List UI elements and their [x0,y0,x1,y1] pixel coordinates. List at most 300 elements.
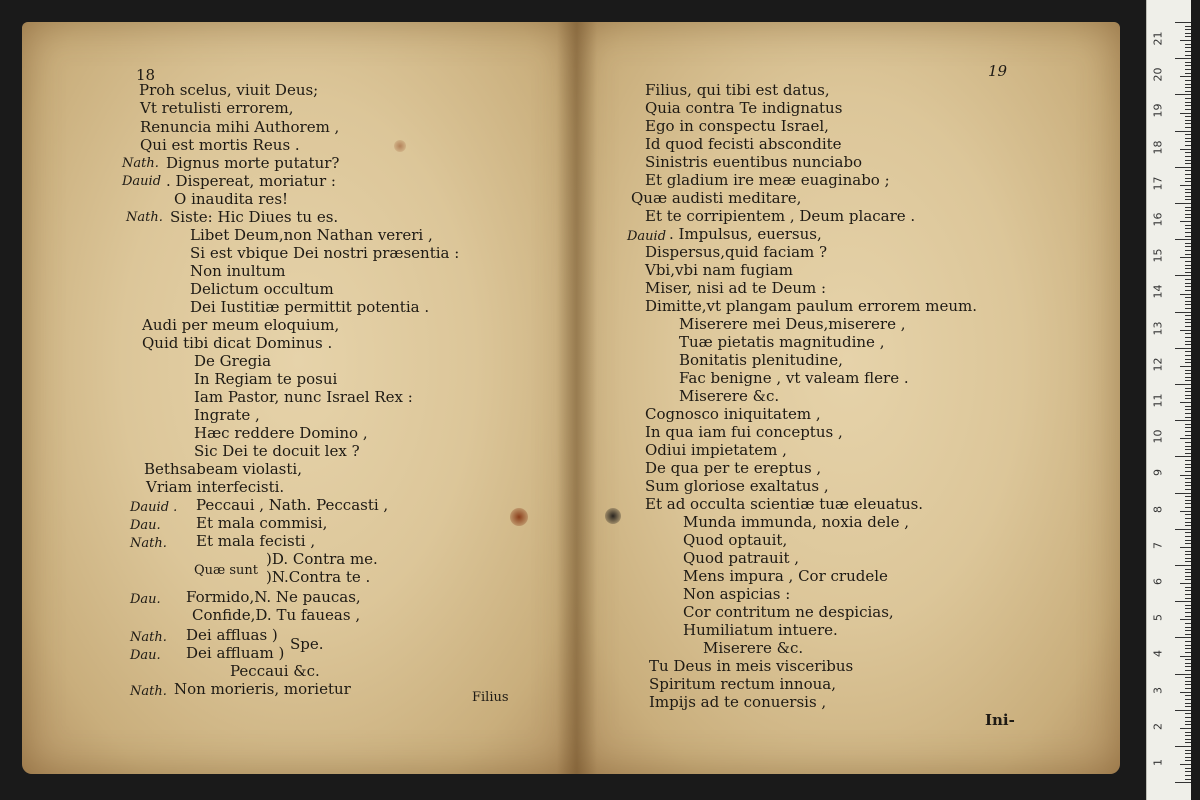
ruler-tick [1185,333,1191,334]
ruler-tick [1185,297,1191,298]
ruler-tick [1185,87,1191,88]
ruler-tick [1185,254,1191,255]
ruler-tick [1185,156,1191,157]
ruler-tick [1175,420,1191,421]
ruler-tick [1185,518,1191,519]
ruler-tick [1180,402,1191,403]
text-line: De Gregia [194,352,272,370]
ruler-tick [1185,268,1191,269]
ruler-number: 19 [1151,103,1165,118]
speaker-label: Nath. [122,156,159,171]
ruler-tick [1185,232,1191,233]
ruler-tick [1185,261,1191,262]
ruler-number: 16 [1151,212,1165,227]
ruler-tick [1180,366,1191,367]
ruler-tick [1185,489,1191,490]
speaker-label: Nath. [130,684,167,699]
speaker-label: Dau. [130,592,161,607]
ruler-tick [1185,207,1191,208]
ruler-tick [1185,102,1191,103]
ruler-number: 4 [1151,650,1165,658]
measuring-ruler [1146,0,1191,800]
ruler-tick [1185,355,1191,356]
ruler-tick [1185,431,1191,432]
ruler-tick [1185,666,1191,667]
text-line: Sic Dei te docuit lex ? [194,442,360,460]
ruler-tick [1185,536,1191,537]
ruler-number: 3 [1151,686,1165,694]
ruler-tick [1175,131,1191,132]
ruler-tick [1185,319,1191,320]
ruler-tick [1185,594,1191,595]
ruler-tick [1185,753,1191,754]
text-line: . Impulsus, euersus, [669,225,822,243]
ruler-tick [1180,76,1191,77]
ruler-tick [1175,565,1191,566]
ruler-tick [1185,141,1191,142]
ruler-tick [1180,438,1191,439]
ruler-tick [1185,703,1191,704]
ruler-tick [1175,782,1191,783]
ruler-tick [1185,496,1191,497]
text-line: De qua per te ereptus , [645,459,822,477]
ruler-tick [1185,123,1191,124]
ruler-tick [1175,312,1191,313]
text-line: Dei affluas ) [186,626,278,644]
ruler-tick [1185,163,1191,164]
ruler-tick [1175,203,1191,204]
ruler-tick [1185,779,1191,780]
ruler-tick [1185,377,1191,378]
ruler-tick [1185,579,1191,580]
speaker-label: Dauid [627,229,667,244]
ruler-tick [1175,637,1191,638]
text-line: Miserere mei Deus,miserere , [679,315,906,333]
ruler-tick [1185,272,1191,273]
ruler-tick [1185,724,1191,725]
ruler-tick [1185,706,1191,707]
ruler-tick [1175,94,1191,95]
ruler-tick [1185,569,1191,570]
ruler-tick [1185,283,1191,284]
ruler-tick [1185,413,1191,414]
ruler-tick [1180,547,1191,548]
text-line: Spiritum rectum innoua, [649,675,836,693]
ruler-tick [1185,326,1191,327]
ruler-tick [1180,583,1191,584]
text-line: Tu Deus in meis visceribus [649,657,854,675]
ruler-tick [1185,217,1191,218]
ruler-number: 15 [1151,248,1165,263]
ruler-tick [1185,532,1191,533]
ruler-tick [1180,185,1191,186]
text-line: Impijs ad te conuersis , [649,693,827,711]
ruler-tick [1185,453,1191,454]
ruler-tick [1185,98,1191,99]
text-line: Vriam interfecisti. [146,478,285,496]
ruler-tick [1185,409,1191,410]
text-line: Dei Iustitiæ permittit potentia . [190,298,430,316]
text-line: Vt retulisti errorem, [140,99,294,117]
text-line: Id quod fecisti abscondite [645,135,842,153]
ruler-number: 1 [1151,759,1165,766]
ruler-tick [1185,732,1191,733]
catchword: Ini- [985,711,1015,729]
ruler-number: 17 [1151,176,1165,191]
ruler-tick [1185,290,1191,291]
stain [394,140,406,152]
text-line: Humiliatum intuere. [683,621,838,639]
text-line: Bonitatis plenitudine, [679,351,843,369]
ruler-tick [1185,138,1191,139]
speaker-label: Dauid [122,174,162,189]
ruler-tick [1185,246,1191,247]
ruler-tick [1185,435,1191,436]
text-line: In Regiam te posui [194,370,338,388]
text-line: Qui est mortis Reus . [140,136,300,154]
ruler-tick [1175,746,1191,747]
ruler-tick [1185,652,1191,653]
ruler-tick [1180,692,1191,693]
ruler-tick [1185,554,1191,555]
ruler-tick [1185,695,1191,696]
ruler-tick [1185,427,1191,428]
open-book [22,22,1120,774]
ruler-tick [1185,84,1191,85]
ruler-tick [1180,221,1191,222]
ruler-tick [1185,598,1191,599]
ruler-tick [1185,308,1191,309]
text-line: Ingrate , [194,406,260,424]
text-line: Cognosco iniquitatem , [645,405,821,423]
text-line: Iam Pastor, nunc Israel Rex : [194,388,413,406]
text-line: Et gladium ire meæ euaginabo ; [645,171,890,189]
ruler-number: 9 [1151,469,1165,477]
ruler-tick [1185,47,1191,48]
ruler-tick [1185,196,1191,197]
text-line: Miserere &c. [679,387,780,405]
ruler-tick [1185,659,1191,660]
text-line: Miserere &c. [703,639,804,657]
ruler-tick [1185,623,1191,624]
ruler-tick [1175,348,1191,349]
ruler-tick [1185,373,1191,374]
ruler-tick [1185,616,1191,617]
ruler-tick [1185,36,1191,37]
text-line: Et ad occulta scientiæ tuæ eleuatus. [645,495,924,513]
ruler-tick [1185,627,1191,628]
text-line: Quæ sunt [194,563,259,578]
ruler-tick [1185,120,1191,121]
ruler-tick [1185,279,1191,280]
page-number: 18 [136,66,156,84]
ruler-tick [1185,503,1191,504]
text-line: )D. Contra me. [266,550,378,568]
speaker-label: Dau. [130,648,161,663]
text-line: Mens impura , Cor crudele [683,567,888,585]
ruler-tick [1185,482,1191,483]
ruler-tick [1185,684,1191,685]
text-line: Si est vbique Dei nostri præsentia : [190,244,460,262]
ruler-tick [1185,677,1191,678]
ruler-tick [1185,449,1191,450]
text-line: Peccaui &c. [230,662,320,680]
ruler-tick [1185,210,1191,211]
text-line: . Dispereat, moriatur : [166,172,336,190]
ruler-tick [1180,764,1191,765]
ruler-tick [1180,728,1191,729]
ruler-tick [1185,670,1191,671]
ruler-tick [1185,301,1191,302]
text-line: Munda immunda, noxia dele , [683,513,909,531]
ruler-tick [1185,699,1191,700]
ruler-tick [1185,398,1191,399]
text-line: In qua iam fui conceptus , [645,423,843,441]
text-line: )N.Contra te . [266,568,371,586]
ruler-number: 2 [1151,722,1165,730]
text-line: Tuæ pietatis magnitudine , [679,333,885,351]
ruler-tick [1185,713,1191,714]
ruler-tick [1185,322,1191,323]
text-line: Spe. [290,635,324,653]
text-line: Et te corripientem , Deum placare . [645,207,916,225]
ruler-tick [1185,250,1191,251]
ruler-tick [1185,315,1191,316]
text-line: Libet Deum,non Nathan vereri , [190,226,433,244]
stain [605,508,621,524]
ruler-tick [1185,605,1191,606]
ruler-tick [1185,243,1191,244]
ruler-tick [1175,529,1191,530]
ruler-tick [1185,663,1191,664]
ruler-tick [1185,525,1191,526]
page-number: 19 [988,62,1008,80]
text-line: Hæc reddere Domino , [194,424,368,442]
ruler-tick [1185,467,1191,468]
ruler-tick [1185,514,1191,515]
ruler-tick [1185,192,1191,193]
ruler-tick [1185,189,1191,190]
text-line: Odiui impietatem , [645,441,787,459]
ruler-tick [1185,26,1191,27]
ruler-tick [1185,134,1191,135]
ruler-tick [1185,500,1191,501]
ruler-tick [1185,424,1191,425]
text-line: Ego in conspectu Israel, [645,117,829,135]
ruler-tick [1185,417,1191,418]
ruler-tick [1180,511,1191,512]
ruler-tick [1180,656,1191,657]
ruler-tick [1185,561,1191,562]
ruler-number: 11 [1151,393,1165,408]
ruler-tick [1185,768,1191,769]
ruler-tick [1185,228,1191,229]
text-line: Sum gloriose exaltatus , [645,477,829,495]
ruler-tick [1185,775,1191,776]
ruler-tick [1180,294,1191,295]
text-line: Non inultum [190,262,286,280]
ruler-tick [1185,576,1191,577]
ruler-tick [1185,590,1191,591]
ruler-tick [1185,551,1191,552]
ruler-tick [1180,40,1191,41]
ruler-tick [1185,380,1191,381]
ruler-tick [1185,62,1191,63]
ruler-tick [1185,460,1191,461]
ruler-tick [1185,127,1191,128]
ruler-tick [1175,384,1191,385]
left-page [22,22,575,774]
text-line: Dei affluam ) [186,644,285,662]
ruler-tick [1185,160,1191,161]
text-line: Quæ audisti meditare, [631,189,802,207]
text-line: Confide,D. Tu faueas , [192,606,361,624]
ruler-tick [1185,391,1191,392]
ruler-number: 13 [1151,321,1165,336]
ruler-number: 18 [1151,140,1165,155]
text-line: Quod patrauit , [683,549,800,567]
ruler-number: 20 [1151,67,1165,82]
ruler-tick [1185,587,1191,588]
text-line: Sinistris euentibus nunciabo [645,153,863,171]
ruler-tick [1185,540,1191,541]
ruler-tick [1185,341,1191,342]
ruler-tick [1180,257,1191,258]
text-line: Dimitte,vt plangam paulum errorem meum. [645,297,978,315]
ruler-tick [1185,29,1191,30]
ruler-tick [1185,109,1191,110]
ruler-tick [1175,22,1191,23]
speaker-label: Nath. [130,630,167,645]
ruler-tick [1175,493,1191,494]
ruler-tick [1185,170,1191,171]
text-line: Fac benigne , vt valeam flere . [679,369,909,387]
ruler-tick [1185,55,1191,56]
ruler-number: 12 [1151,357,1165,372]
ruler-number: 10 [1151,429,1165,444]
ruler-tick [1185,152,1191,153]
ruler-number: 7 [1151,541,1165,549]
catchword: Filius [472,690,509,705]
ruler-tick [1175,58,1191,59]
ruler-tick [1185,543,1191,544]
text-line: Peccaui , Nath. Peccasti , [196,496,389,514]
ruler-tick [1185,717,1191,718]
text-line: Delictum occultum [190,280,334,298]
text-line: Quod optauit, [683,531,788,549]
text-line: Dispersus,quid faciam ? [645,243,828,261]
text-line: Renuncia mihi Authorem , [140,118,340,136]
ruler-tick [1180,113,1191,114]
ruler-tick [1185,634,1191,635]
ruler-tick [1185,641,1191,642]
text-line: Siste: Hic Diues tu es. [170,208,339,226]
ruler-tick [1185,608,1191,609]
ruler-tick [1185,359,1191,360]
ruler-tick [1185,739,1191,740]
ruler-tick [1185,178,1191,179]
speaker-label: Nath. [130,536,167,551]
ruler-number: 8 [1151,505,1165,513]
ruler-tick [1185,471,1191,472]
ruler-tick [1185,33,1191,34]
ruler-tick [1185,236,1191,237]
ruler-tick [1185,446,1191,447]
ruler-tick [1185,44,1191,45]
text-line: Audi per meum eloquium, [142,316,340,334]
text-line: Et mala commisi, [196,514,328,532]
text-line: Filius, qui tibi est datus, [645,81,830,99]
ruler-tick [1185,742,1191,743]
ruler-number: 21 [1151,31,1165,46]
ruler-tick [1185,225,1191,226]
text-line: Dignus morte putatur? [166,154,340,172]
speaker-label: Nath. [126,210,163,225]
speaker-label: Dauid . [130,500,178,515]
ruler-tick [1185,286,1191,287]
text-line: Quia contra Te indignatus [645,99,843,117]
stain [510,508,528,526]
ruler-tick [1175,275,1191,276]
ruler-tick [1185,771,1191,772]
ruler-tick [1185,69,1191,70]
ruler-tick [1185,370,1191,371]
ruler-tick [1175,674,1191,675]
ruler-tick [1185,522,1191,523]
ruler-tick [1185,105,1191,106]
text-line: Miser, nisi ad te Deum : [645,279,827,297]
ruler-tick [1185,757,1191,758]
ruler-tick [1185,265,1191,266]
speaker-label: Dau. [130,518,161,533]
ruler-tick [1185,681,1191,682]
ruler-tick [1185,760,1191,761]
ruler-number: 5 [1151,614,1165,622]
text-line: Cor contritum ne despicias, [683,603,894,621]
ruler-tick [1175,456,1191,457]
ruler-tick [1185,362,1191,363]
text-line: Et mala fecisti , [196,532,316,550]
text-line: Formido,N. Ne paucas, [186,588,361,606]
ruler-tick [1185,395,1191,396]
ruler-tick [1185,116,1191,117]
ruler-tick [1185,735,1191,736]
ruler-tick [1185,199,1191,200]
ruler-tick [1180,475,1191,476]
ruler-tick [1185,630,1191,631]
ruler-tick [1185,91,1191,92]
ruler-tick [1175,239,1191,240]
ruler-tick [1185,507,1191,508]
ruler-tick [1185,73,1191,74]
ruler-tick [1175,710,1191,711]
ruler-number: 6 [1151,578,1165,585]
ruler-tick [1185,174,1191,175]
right-page [575,22,1120,774]
ruler-tick [1185,464,1191,465]
ruler-tick [1185,612,1191,613]
ruler-tick [1185,344,1191,345]
text-line: O inaudita res! [174,190,289,208]
ruler-tick [1185,750,1191,751]
ruler-tick [1180,149,1191,150]
text-line: Quid tibi dicat Dominus . [142,334,333,352]
ruler-tick [1175,167,1191,168]
ruler-tick [1185,721,1191,722]
ruler-tick [1185,442,1191,443]
ruler-tick [1185,214,1191,215]
ruler-tick [1185,337,1191,338]
